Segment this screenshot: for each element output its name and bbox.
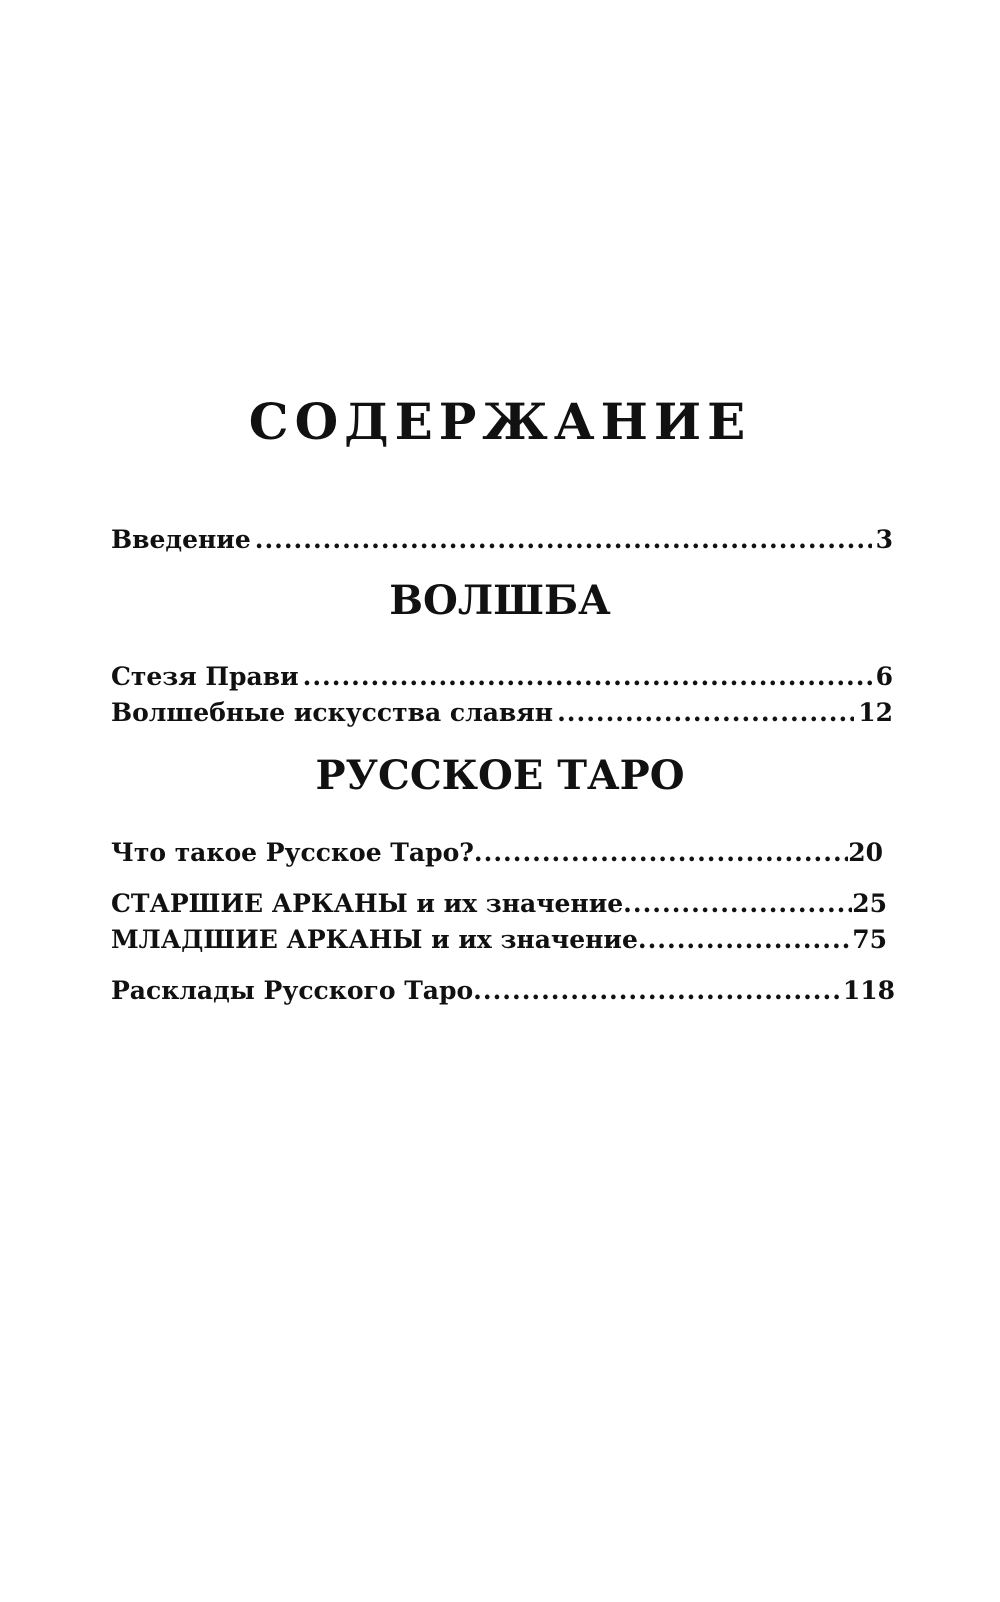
toc-entry-mladshie — [111, 924, 887, 956]
toc-entry-page: 20 — [848, 838, 883, 867]
section-heading-russkoe-taro: РУССКОЕ ТАРО — [315, 752, 685, 799]
toc-entry-label: Введение — [111, 525, 251, 554]
dot-leader — [255, 524, 872, 556]
toc-entry-raskl — [111, 975, 895, 1007]
toc-entry-intro — [111, 524, 893, 556]
toc-entry-label: МЛАДШИЕ АРКАНЫ и их значение — [111, 925, 638, 954]
toc-entry-page: 6 — [875, 662, 893, 691]
dot-leader — [623, 888, 852, 920]
page-title: СОДЕРЖАНИЕ — [248, 392, 752, 451]
toc-entry-label: Расклады Русского Таро — [111, 976, 474, 1005]
toc-entry-stezya — [111, 661, 893, 693]
toc-entry-page: 25 — [852, 889, 887, 918]
toc-entry-page: 12 — [858, 698, 893, 727]
toc-entry-label: Волшебные искусства славян — [111, 698, 554, 727]
dot-leader — [473, 975, 843, 1007]
dot-leader — [303, 661, 872, 693]
toc-entry-label: СТАРШИЕ АРКАНЫ и их значение — [111, 889, 624, 918]
dot-leader — [557, 697, 854, 729]
toc-entry-volshebnye — [111, 697, 893, 729]
dot-leader — [474, 837, 848, 869]
toc-entry-page: 118 — [842, 976, 895, 1005]
dot-leader — [638, 924, 852, 956]
section-heading-volshba: ВОЛШБА — [389, 577, 611, 624]
toc-entry-starshie — [111, 888, 887, 920]
toc-entry-page: 3 — [875, 525, 893, 554]
toc-entry-label: Стезя Прави — [111, 662, 299, 691]
toc-entry-chto — [111, 837, 883, 869]
toc-entry-page: 75 — [852, 925, 887, 954]
toc-entry-label: Что такое Русское Таро? — [111, 838, 474, 867]
